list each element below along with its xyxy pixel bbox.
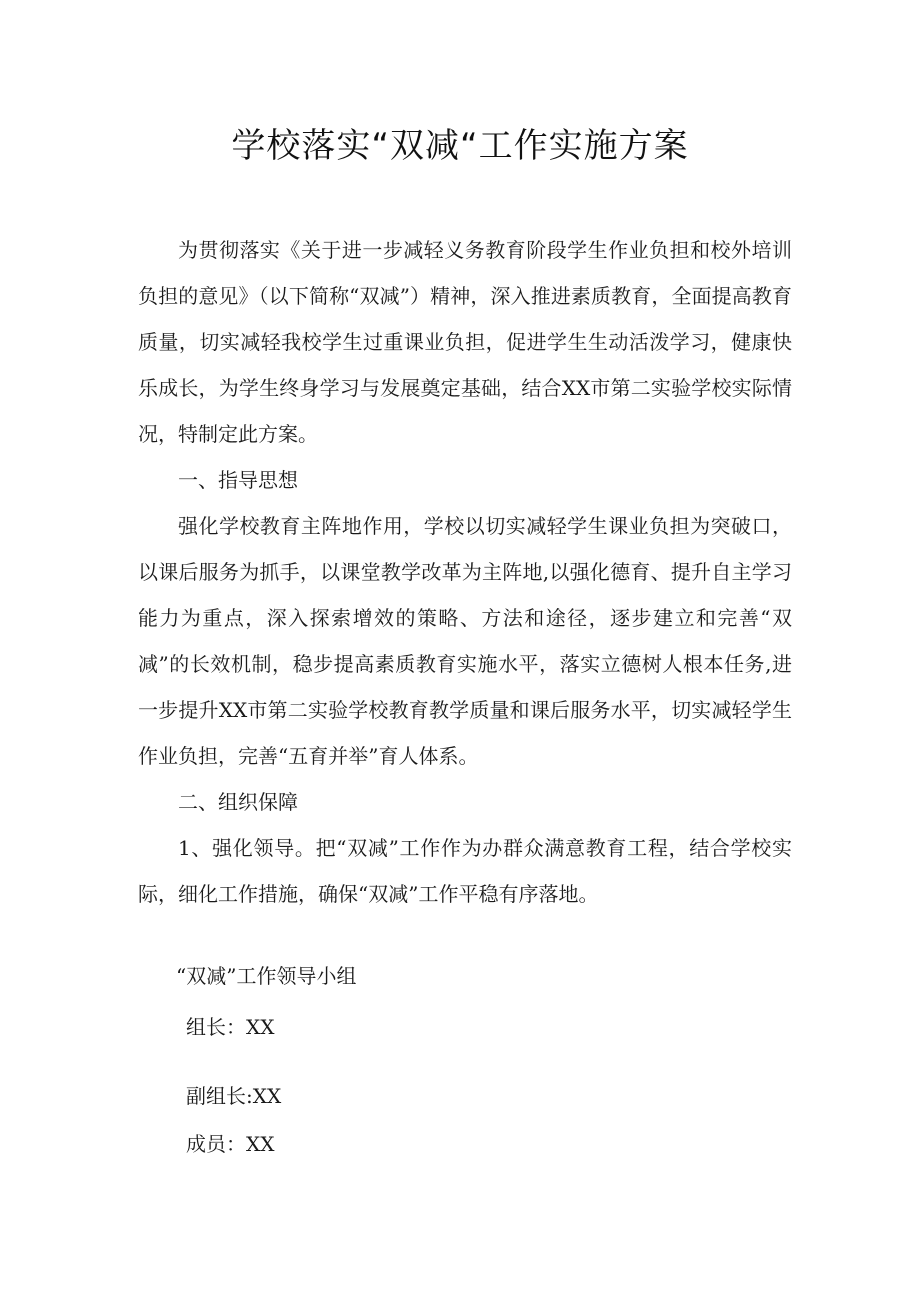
strengthen-leadership-paragraph: 1、强化领导。把“双减”工作作为办群众满意教育工程，结合学校实际，细化工作措施，确保“双减”工作平稳有序落地。 (138, 836, 792, 906)
document-body (138, 227, 792, 917)
section-heading-guiding-ideology: 一、指导思想 (178, 468, 298, 492)
leading-group-title: “双减”工作领导小组 (176, 964, 357, 988)
document-title: 学校落实“双减“工作实施方案 (231, 126, 689, 166)
intro-paragraph: 为贯彻落实《关于进一步减轻义务教育阶段学生作业负担和校外培训负担的意见》（以下简称“双减”）精神，深入推进素质教育，全面提高教育质量，切实减轻我校学生过重课业负担，促进学生生动活泼学习，健康快乐成长，为学生终身学习与发展奠定基础，结合XX市第二实验学校实际情况，特制定此方案。 (138, 238, 792, 446)
group-leader-line: 组长：XX (186, 1015, 275, 1039)
vice-leader-line: 副组长:XX (186, 1084, 282, 1108)
members-line: 成员：XX (186, 1132, 275, 1156)
guiding-ideology-paragraph: 强化学校教育主阵地作用，学校以切实减轻学生课业负担为突破口，以课后服务为抓手，以课堂教学改革为主阵地,以强化德育、提升自主学习能力为重点，深入探索增效的策略、方法和途径，逐步建立和完善“双减”的长效机制，稳步提高素质教育实施水平，落实立德树人根本任务,进一步提升XX市第二实验学校教育教学质量和课后服务水平，切实减轻学生作业负担，完善“五育并举”育人体系。 (138, 514, 792, 768)
section-heading-organization: 二、组织保障 (178, 790, 298, 814)
